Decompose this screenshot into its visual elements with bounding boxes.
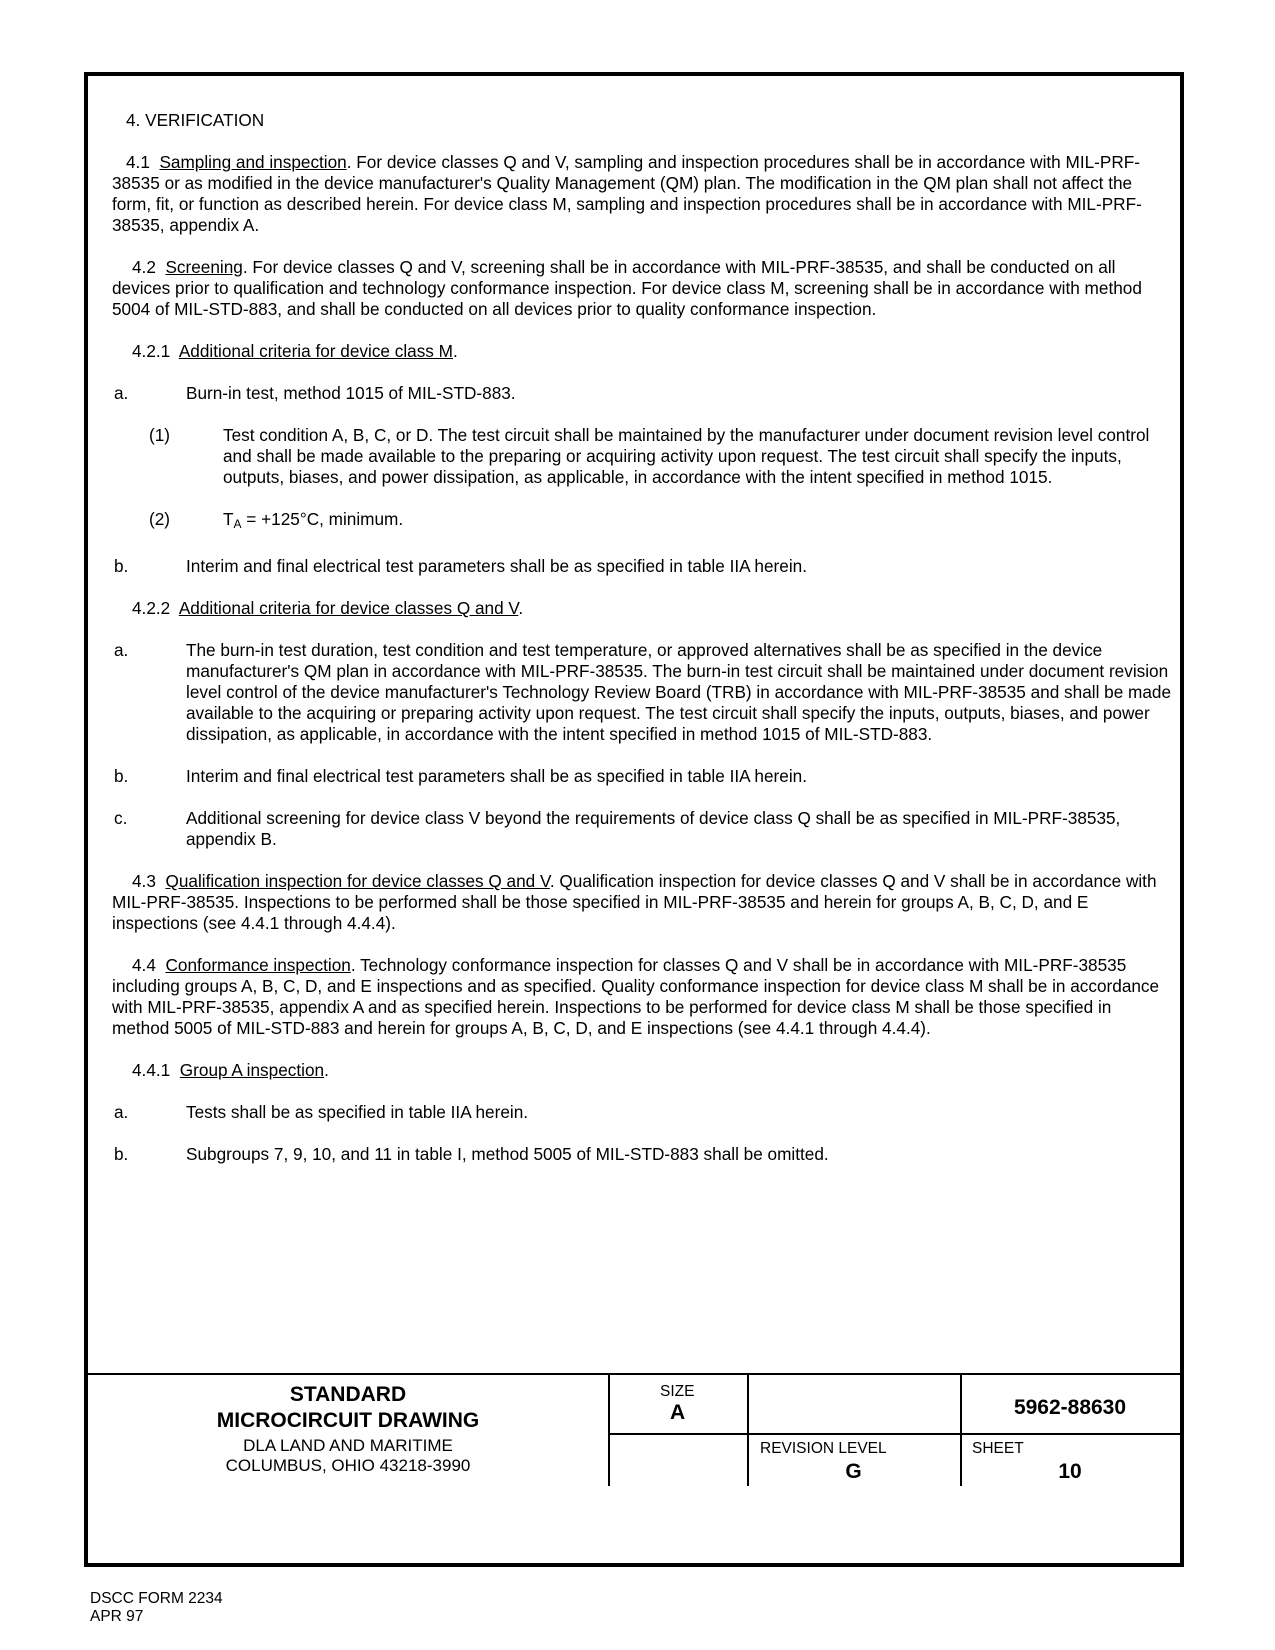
page-frame [84,72,1184,1567]
paragraph-4-3: 4.3 Qualification inspection for device classes Q and V. Qualification inspection for device classes Q and V shall be in accordance with MIL-PRF-38535. Inspections to be performed shall be those specified in MIL-PRF-38535 and herein for groups A, B, C, D, and E inspections (see 4.4.1 through 4.4.4). [112,871,1157,933]
form-footer [90,1590,223,1626]
title-standard: STANDARD [289,1383,407,1406]
sheet-value: 10 [1058,1460,1082,1483]
section-heading: 4. VERIFICATION [126,110,265,130]
item-4-2-1-a: a. Burn-in test, method 1015 of MIL-STD-883. [114,383,516,403]
item-4-2-2-c: c. Additional screening for device class V beyond the requirements of device class Q shall be as specified in MIL-PRF-38535, appendix B. [114,808,1121,849]
form-date: APR 97 [90,1608,144,1625]
paragraph-4-2-1: 4.2.1 Additional criteria for device class M. [132,341,458,361]
document-body [112,110,1172,1186]
item-4-2-1-a-1: (1) Test condition A, B, C, or D. The test circuit shall be maintained by the manufacturer under document revision level control and shall be made available to the preparing or acquiring activity upon request. The test circuit shall specify the inputs, outputs, biases, and power dissipation, as applicable, in accordance with the intent specified in method 1015. [149,425,1150,487]
paragraph-4-1: 4.1 Sampling and inspection. For device classes Q and V, sampling and inspection procedures shall be in accordance with MIL-PRF-38535 or as modified in the device manufacturer's Quality Management (QM) plan. The modification in the QM plan shall not affect the form, fit, or function as described herein. For device class M, sampling and inspection procedures shall be in accordance with MIL-PRF-38535, appendix A. [112,152,1142,235]
title-block [88,1373,1180,1486]
item-4-2-1-a-2: (2) $T_A = +125^\circ C$, minimum. [149,509,404,531]
paragraph-4-2: 4.2 Screening. For device classes Q and V, screening shall be in accordance with MIL-PRF-38535, and shall be conducted on all devices prior to qualification and technology conformance inspection. For device class M, screening shall be in accordance with method 5004 of MIL-STD-883, and shall be conducted on all devices prior to quality conformance inspection. [112,257,1142,319]
item-4-2-2-a: a. The burn-in test duration, test condition and test temperature, or approved alternatives shall be as specified in the device manufacturer's QM plan in accordance with MIL-PRF-38535. The burn-in test circuit shall be maintained under document revision level control of the device manufacturer's Technology Review Board (TRB) in accordance with MIL-PRF-38535 and shall be made available to the acquiring or preparing activity upon request. The test circuit shall specify the inputs, outputs, biases, and power dissipation, as applicable, in accordance with the intent specified in method 1015 of MIL-STD-883. [114,640,1172,744]
item-4-2-2-b: b. Interim and final electrical test parameters shall be as specified in table IIA herein. [114,766,807,786]
paragraph-4-4-1: 4.4.1 Group A inspection. [132,1060,329,1080]
title-drawing: MICROCIRCUIT DRAWING [216,1409,480,1432]
item-4-4-1-a: a. Tests shall be as specified in table IIA herein. [114,1102,529,1122]
sheet-label: SHEET [972,1440,1024,1457]
paragraph-4-4: 4.4 Conformance inspection. Technology conformance inspection for classes Q and V shall be in accordance with MIL-PRF-38535 including groups A, B, C, D, and E inspections and as specified. Quality conformance inspection for device class M shall be in accordance with MIL-PRF-38535, appendix A and as specified herein. Inspections to be performed for device class M shall be those specified in method 5005 of MIL-STD-883 and herein for groups A, B, C, D, and E inspections (see 4.4.1 through 4.4.4). [112,955,1160,1038]
revision-value: G [845,1460,862,1483]
paragraph-4-2-2: 4.2.2 Additional criteria for device classes Q and V. [132,598,524,618]
title-agency: DLA LAND AND MARITIME [243,1436,453,1455]
revision-label: REVISION LEVEL [760,1440,887,1457]
item-4-2-1-b: b. Interim and final electrical test parameters shall be as specified in table IIA herein. [114,556,807,576]
item-4-4-1-b: b. Subgroups 7, 9, 10, and 11 in table I, method 5005 of MIL-STD-883 shall be omitted. [114,1144,829,1164]
size-value: A [670,1401,686,1424]
drawing-number: 5962-88630 [1013,1396,1127,1419]
title-address: COLUMBUS, OHIO 43218-3990 [225,1456,471,1475]
form-number: DSCC FORM 2234 [90,1590,223,1607]
size-label: SIZE [660,1383,695,1400]
